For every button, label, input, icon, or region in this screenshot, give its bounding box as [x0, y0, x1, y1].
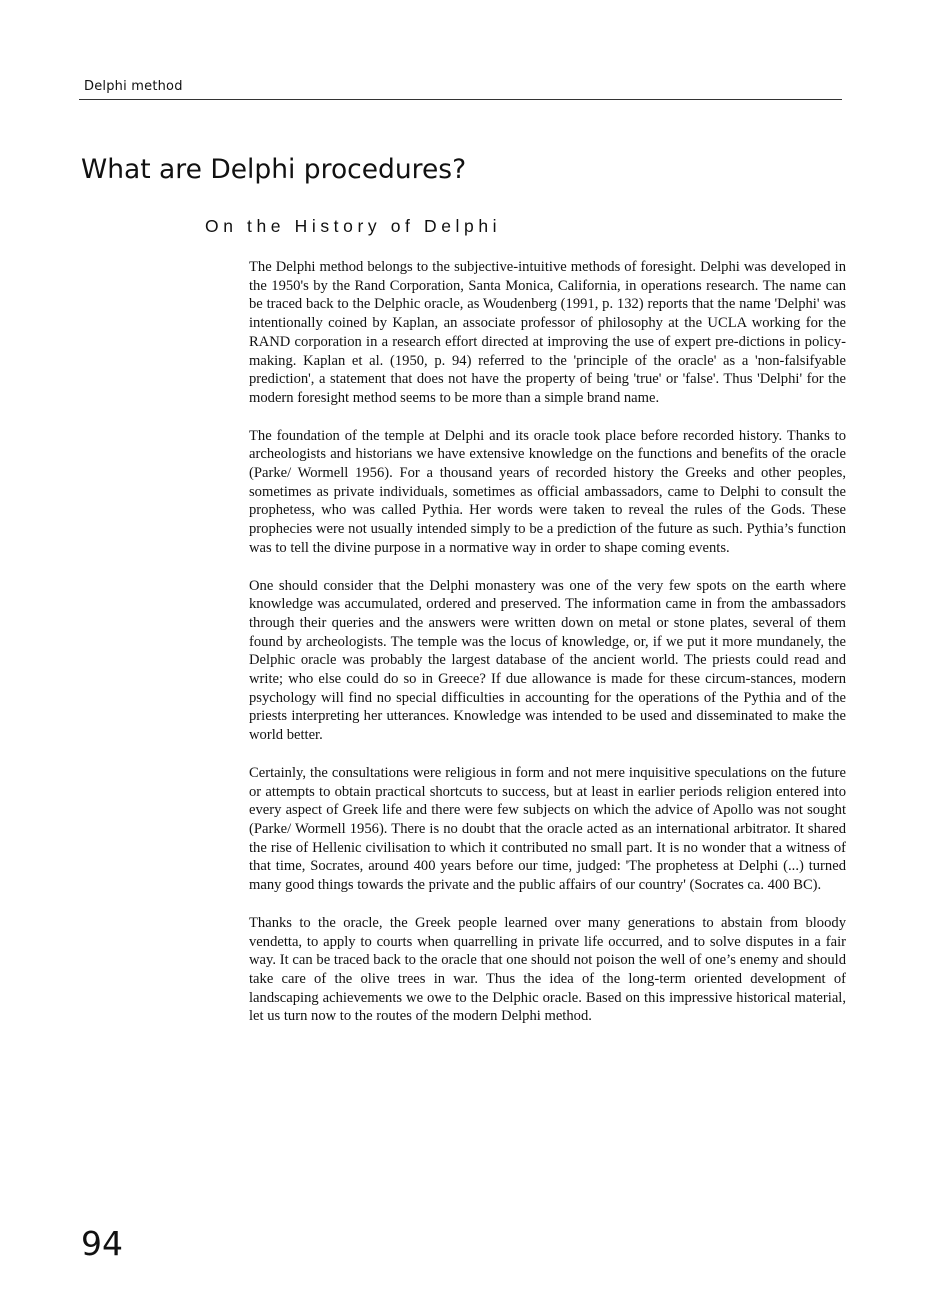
- paragraph-4: Certainly, the consultations were religious in form and not mere inquisitive speculations on the future or attempts to obtain practical shortcuts to success, but at least in earlier periods religion entered into every aspect of Greek life and there were few subjects on which the advice of Apollo was not sought (Parke/ Wormell 1956). There is no doubt that the oracle acted as an international arbitrator. It shared the rise of Hellenic civilisation to which it contributed no small part. It is no wonder that a witness of that time, Socrates, around 400 years before our time, judged: 'The prophetess at Delphi (...) turned many good things towards the private and the public affairs of our country' (Socrates ca. 400 BC).: [249, 764, 846, 894]
- paragraph-2: The foundation of the temple at Delphi and its oracle took place before recorded history. Thanks to archeologists and historians we have extensive knowledge on the functions and benefits of the oracle (Parke/ Wormell 1956). For a thousand years of recorded history the Greeks and other peoples, sometimes as private individuals, sometimes as official ambassadors, came to Delphi to consult the prophetess, who was called Pythia. Her words were taken to reveal the rules of the Gods. These prophecies were not usually intended simply to be a prediction of the future as such. Pythia’s function was to tell the divine purpose in a normative way in order to shape coming events.: [249, 427, 846, 556]
- paragraph-3: One should consider that the Delphi monastery was one of the very few spots on the earth where knowledge was accumulated, ordered and preserved. The information came in from the ambassadors through their queries and the answers were written down on metal or stone plates, several of them found by archeologists. The temple was the locus of knowledge, or, if we put it more mundanely, the Delphic oracle was probably the largest database of the ancient world. The priests could read and write; who else could do so in Greece? If due allowance is made for these circum-stances, modern psychology will find no special difficulties in accounting for the operations of the Pythia and of the priests interpreting her utterances. Knowledge was intended to be used and disseminated to make the world better.: [249, 577, 846, 744]
- header-divider: [79, 99, 842, 100]
- section-heading: On the History of Delphi: [205, 216, 502, 236]
- body-text: [249, 258, 846, 1045]
- paragraph-1: The Delphi method belongs to the subjective-intuitive methods of foresight. Delphi was developed in the 1950's by the Rand Corporation, Santa Monica, California, in operations research. The name can be traced back to the Delphic oracle, as Woudenberg (1991, p. 132) reports that the name 'Delphi' was intentionally coined by Kaplan, an associate professor of philosophy at the UCLA working for the RAND corporation in a research effort directed at improving the use of expert pre-dictions in policy-making. Kaplan et al. (1950, p. 94) referred to the 'principle of the oracle' as a 'non-falsifyable prediction', a statement that does not have the property of being 'true' or 'false'. Thus 'Delphi' for the modern foresight method seems to be more than a simple brand name.: [249, 259, 846, 406]
- running-header: Delphi method: [84, 79, 183, 94]
- paragraph-5: Thanks to the oracle, the Greek people learned over many generations to abstain from bloody vendetta, to apply to courts when quarrelling in private life occurred, and to solve disputes in a fair way. It can be traced back to the oracle that one should not poison the well of one’s enemy and should take care of the olive trees in war. Thus the idea of the long-term oriented development of landscaping achievements we owe to the Delphic oracle. Based on this impressive historical material, let us turn now to the routes of the modern Delphi method.: [249, 914, 846, 1025]
- page-title: What are Delphi procedures?: [81, 154, 467, 185]
- page-number: 94: [81, 1224, 123, 1263]
